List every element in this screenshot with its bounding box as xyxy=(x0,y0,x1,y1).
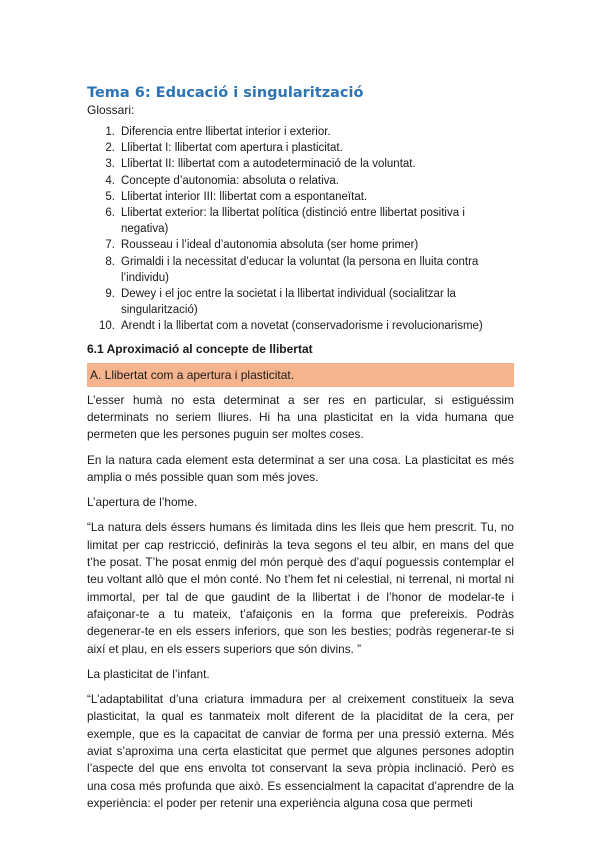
list-text: Rousseau i l’ideal d’autonomia absoluta (ser home primer) xyxy=(121,239,419,252)
list-number: 5. xyxy=(105,190,115,203)
list-number: 1. xyxy=(105,126,115,138)
list-text: Llibertat I: llibertat com apertura i plasticitat. xyxy=(121,142,343,155)
list-text: Concepte d’autonomia: absoluta o relativa. xyxy=(121,174,340,187)
paragraph: L’esser humà no esta determinat a ser res en particular, si estiguéssim determinats no seriem lliures. Hi ha una plasticitat en la vida humana que permeten que les persones puguin ser moltes coses. xyxy=(87,392,514,442)
paragraph: En la natura cada element esta determinat a ser una cosa. La plasticitat es més amplia o més possible quan som més joves. xyxy=(87,452,514,484)
list-text: Llibertat interior III: llibertat com a espontaneïtat. xyxy=(121,190,368,203)
list-item xyxy=(87,254,514,286)
list-item xyxy=(87,156,514,172)
list-item xyxy=(87,237,514,253)
list-text: Llibertat II: llibertat com a autodeterminació de la voluntat. xyxy=(121,158,416,171)
list-number: 10. xyxy=(99,320,115,333)
list-text: Grimaldi i la necessitat d’educar la voluntat (la persona en lluita contra l’individu) xyxy=(121,255,479,284)
list-item xyxy=(87,205,514,237)
quote-paragraph: “La natura dels éssers humans és limitada dins les lleis que hem prescrit. Tu, no limitat per cap restricció, definiràs la teva segons el teu albir, en mans del que t’he posat. T’he posat enmig del món perquè des d’aquí poguessis contemplar el teu voltant allò que el món conté. No t’hem fet ni celestial, ni terrenal, ni mortal ni immortal, per tal de que gaudint de la llibertat i de l’honor de modelar-te i afaiçonar-te a tu mateix, t’afaiçonis en la forma que prefereixis. Podràs degenerar-te en els essers inferiors, que son les besties; podràs regenerar-te si així et plau, en els essers superiors que són divins. ” xyxy=(87,520,514,656)
quote-paragraph: “L’adaptabilitat d’una criatura immadura per al creixement constitueix la seva plasticitat, la qual es tanmateix molt diferent de la placiditat de la cera, per exemple, que es la capacitat de canviar de forma per una pressió externa. Més aviat s’aproxima una certa elasticitat que permet que algunes persones adoptin l’aspecte del que ens envolta tot conservant la seva pròpia inclinació. Però es una cosa més profunda que això. Es essencialment la capacitat d’aprendre de la experiència: el poder per retenir una experiència alguna cosa que permeti xyxy=(87,692,514,810)
paragraph: La plasticitat de l’infant. xyxy=(87,666,210,681)
list-item xyxy=(87,318,514,334)
list-item xyxy=(87,140,514,156)
glossary-list xyxy=(87,124,514,335)
paragraph: L’apertura de l’home. xyxy=(87,495,198,510)
list-number: 7. xyxy=(105,239,115,252)
list-text: Llibertat exterior: la llibertat política (distinció entre llibertat positiva i negativa) xyxy=(121,207,465,236)
document-content xyxy=(87,84,514,820)
page-title: Tema 6: Educació i singularització xyxy=(87,85,364,101)
section-heading: 6.1 Aproximació al concepte de llibertat xyxy=(87,341,313,356)
list-text: Dewey i el joc entre la societat i la llibertat individual (socialitzar la singularització) xyxy=(121,288,456,317)
list-text: Diferencia entre llibertat interior i exterior. xyxy=(121,126,331,138)
list-number: 6. xyxy=(105,207,115,220)
list-item xyxy=(87,124,514,140)
glossari-label: Glossari: xyxy=(87,103,135,117)
list-number: 4. xyxy=(105,174,115,187)
list-item xyxy=(87,173,514,189)
list-number: 3. xyxy=(105,158,115,171)
list-number: 2. xyxy=(105,142,115,155)
list-number: 9. xyxy=(105,288,115,301)
list-number: 8. xyxy=(105,255,115,268)
list-item xyxy=(87,189,514,205)
list-text: Arendt i la llibertat com a novetat (conservadorisme i revolucionarisme) xyxy=(121,320,483,333)
list-item xyxy=(87,286,514,318)
highlighted-subheading: A. Llibertat com a apertura i plasticitat. xyxy=(87,363,514,387)
